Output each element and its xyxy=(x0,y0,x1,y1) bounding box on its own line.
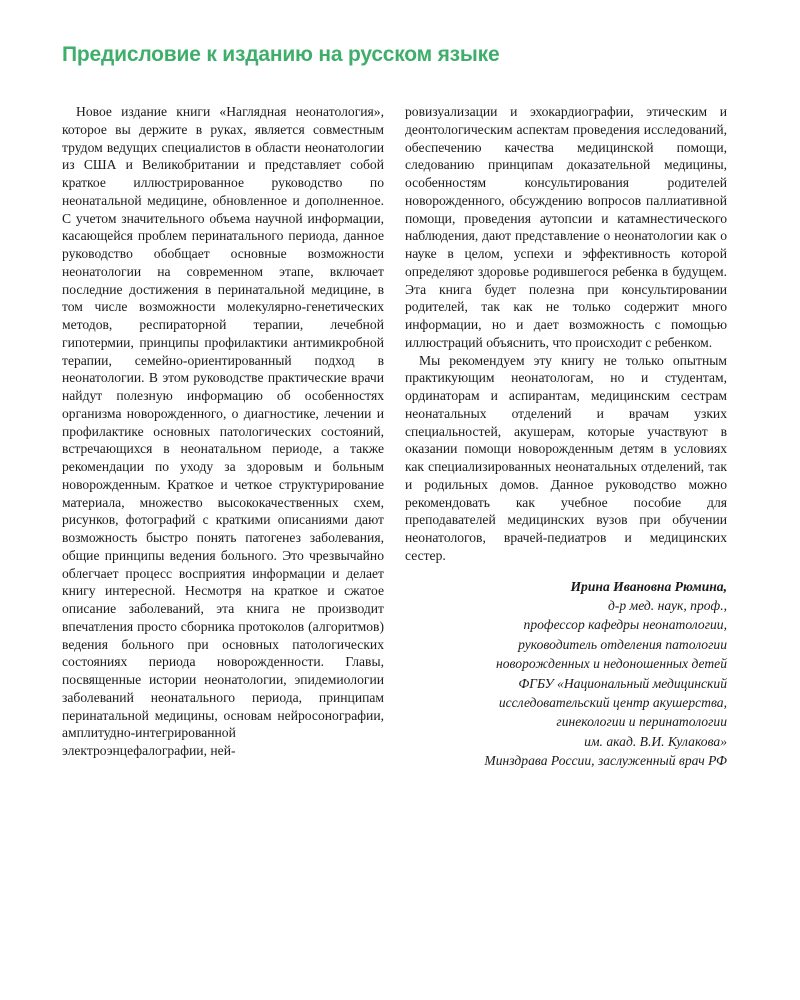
preface-paragraph-2: Мы рекомендуем эту книгу не только опытным практикующим неонатологам, но и студентам, ординаторам и аспирантам, медицинским сестрам неонатальных отделений и врачам узких специальностей, акушерам, которые участвуют в оказании помощи новорожденным детям в условиях как специализированных неонатальных отделений, так и родильных домов. Данное руководство можно рекомендовать как учебное пособие для преподавателей медицинских вузов при обучении неонатологов, врачей-педиатров и медицинских сестер. xyxy=(405,352,727,563)
author-credential-line: ФГБУ «Национальный медицинский xyxy=(518,675,727,691)
author-signature xyxy=(405,577,727,771)
author-credential-line: исследовательский центр акушерства, xyxy=(498,694,727,710)
author-credential-line: д-р мед. наук, проф., xyxy=(607,597,727,613)
author-credential-line: руководитель отделения патологии xyxy=(518,636,727,652)
right-column xyxy=(405,103,727,771)
author-credential-line: новорожденных и недоношенных детей xyxy=(496,656,727,672)
author-name: Ирина Ивановна Рюмина, xyxy=(570,578,727,594)
author-credential-line: профессор кафедры неонатологии, xyxy=(523,617,727,633)
preface-paragraph-1: Новое издание книги «Наглядная неонатология», которое вы держите в руках, является совместным трудом ведущих специалистов в области неонатологии из США и Великобритании и представляет собой краткое иллюстрированное руководство по неонатальной медицине, обновленное и дополненное. С учетом значительного объема научной информации, касающейся проблем перинатального периода, данное руководство обобщает основные возможности неонатологии на современном этапе, включает последние достижения в перинатальной медицине, в том числе возможности молекулярно-генетических методов, респираторной терапии, лечебной гипотермии, принципы профилактики антимикробной терапии, семейно-ориентированный подход в неонатологии. В этом руководстве практические врачи найдут полезную информацию об особенностях организма новорожденного, о диагностике, лечении и профилактике основных патологических состояний, встречающихся в неонатальном периоде, а также рекомендации по уходу за здоровым и больным новорожденным. Краткое и четкое структурирование материала, множество высококачественных схем, рисунков, фотографий с краткими описаниями дают возможность быстро понять патогенез заболевания, общие принципы ведения больного. Это чрезвычайно облегчает процесс восприятия информации и делает книгу интересной. Несмотря на краткое и сжатое описание заболеваний, эта книга не производит впечатления просто сборника протоколов (алгоритмов) ведения больного при основных патологических состояниях периода новорожденности. Главы, посвященные истории неонатологии, эпидемиологии заболеваний неонатального периода, принципам перинатальной медицины, основам нейросонографии, амплитудно-интегрированной электроэнцефалографии, ней- xyxy=(62,104,384,758)
page-title: Предисловие к изданию на русском языке xyxy=(62,43,500,66)
left-column xyxy=(62,103,384,760)
author-credential-line: им. акад. В.И. Кулакова» xyxy=(584,733,727,749)
author-credential-line: гинекологии и перинатологии xyxy=(556,714,727,730)
author-credential-line: Минздрава России, заслуженный врач РФ xyxy=(484,753,727,769)
preface-paragraph-1-continued: ровизуализации и эхокардиографии, этическим и деонтологическим аспектам проведения исследований, обеспечению качества медицинской помощи, следованию принципам доказательной медицины, особенностям консультирования родителей новорожденного, обсуждению вопросов паллиативной помощи, проведения аутопсии и катамнестического наблюдения, дают представление о неонатологии как о науке в целом, успехи и эффективность которой определяют здоровье родившегося ребенка в будущем. Эта книга будет полезна при консультировании родителей, так как не только содержит много информации, но и дает возможность с помощью иллюстраций объяснить, что происходит с ребенком. xyxy=(405,104,727,350)
